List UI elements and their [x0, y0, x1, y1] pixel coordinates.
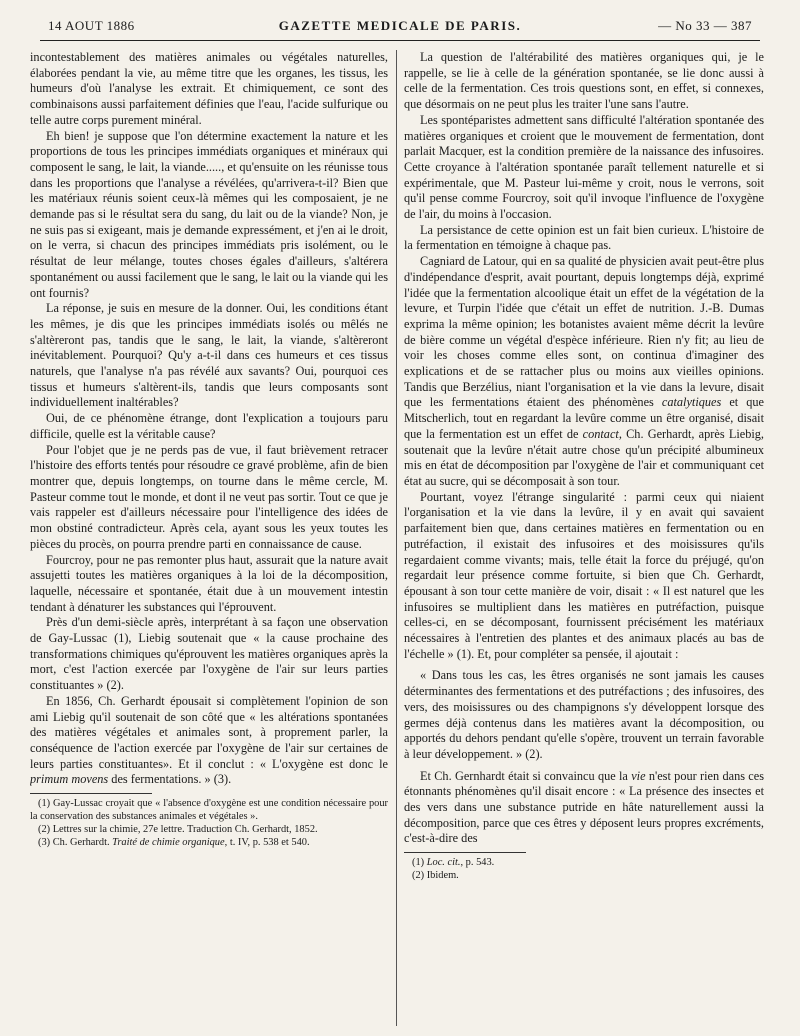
footnote	[404, 856, 764, 869]
paragraph: Fourcroy, pour ne pas remonter plus haut, assurait que la nature avait assujetti toutes les matières organiques à la loi de la décomposition, laquelle, nécessaire et spontanée, était due à un mouvement intestin tendant à dénaturer les substances qui l'éprouvent.	[30, 552, 388, 614]
italic-term: primum movens	[30, 772, 109, 787]
text-run: , p. 543.	[460, 857, 495, 869]
text-run: n'est pour rien dans ces étonnants phénomènes qu'il disait encore : « La présence des insectes et des vers dans une substance putride en hâte naturellement aussi la décomposition, parce que ces êtres y déposent leurs propres excréments, c'est-à-dire des	[404, 768, 764, 846]
column-divider	[396, 50, 397, 1026]
italic-title: Traité de chimie organique	[112, 837, 225, 849]
paragraph	[30, 694, 388, 788]
paragraph: Pour l'objet que je ne perds pas de vue, il faut brièvement retracer l'histoire des efforts tentés pour résoudre ce gravé problème, afin de bien montrer que, depuis longtemps, on tourne dans le même cercle, M. Pasteur comme tout le monde, et dont il ne veut pas sortir. Tout ce que je vais rappeler est d'ailleurs nécessaire pour l'intelligence des idées de mon obstiné contradicteur. Après cela, ayant sous les yeux toutes les pièces du procès, on pourra prendre parti en connaissance de cause.	[30, 442, 388, 551]
quoted-paragraph: « Dans tous les cas, les êtres organisés ne sont jamais les causes déterminantes des fermentations et des putréfactions ; des infusoires, des vers, des moisissures ou des champignons s'y développent lorsque des germes déjà contenus dans les matières avant la décomposition, ou apportés du dehors pendant qu'elle s'opère, trouvent un terrain favorable à leur développement. » (2).	[404, 668, 764, 761]
text-run: , Ch. Gerhardt, après Liebig, soutenait que la levûre n'était autre chose qu'un précipité albumineux mis en état de décomposition par l'oxygène de l'air et communiquant cet état au sucre, qui se décomposait à son tour.	[404, 426, 764, 488]
italic-term: Loc. cit.	[426, 857, 461, 869]
paragraph	[404, 254, 764, 490]
footnote: (2) Lettres sur la chimie, 27e lettre. Traduction Ch. Gerhardt, 1852.	[38, 824, 318, 836]
italic-term: contact	[582, 426, 619, 441]
footnote	[30, 836, 388, 849]
paragraph: La réponse, je suis en mesure de la donner. Oui, les conditions étant les mêmes, je dis que les principes immédiats isolés ou mêlés ne s'altèreront pas, tandis que le sang, le lait, la viande, s'altèreront inévitablement. Pourquoi? Qu'y a-t-il dans ces humeurs et ces tissus naturels, que l'analyse n'a pas révélé aux savants? Oui, pourquoi ces tissus et humeurs s'altèrent-ils, tandis que leurs composants sont individuellement inaltérables?	[30, 301, 388, 410]
issue-and-page-number: — No 33 — 387	[658, 18, 752, 33]
footnote: (1) Gay-Lussac croyait que « l'absence d'oxygène est une condition nécessaire pour la conservation des substances animales et végétales ».	[30, 798, 388, 823]
footnote: (2) Ibidem.	[412, 870, 459, 882]
footnote-separator	[30, 793, 152, 794]
text-run: des fermentations. » (3).	[108, 772, 232, 787]
text-run: (1)	[412, 857, 427, 869]
paragraph: Eh bien! je suppose que l'on détermine exactement la nature et les proportions de tous les principes immédiats organiques et minéraux qui composent le sang, le lait, la viande....., et qu'ensuite on les réunisse tous dans les proportions que l'analyse a révélées, qu'arrivera-t-il? Bien que les matériaux réunis soient ceux-là mêmes qui les composaient, je ne demande pas si le résultat sera du sang, du lait ou de la viande? Non, je ne suis pas si exigeant, mais je demande expressément, et j'en ai le droit, on le verra, si chacun des principes immédiats pris isolément, ou le résultat de leur mélange, toutes choses égales d'ailleurs, s'altérera spontanément ou aussi facilement que le sang, le lait ou la viande qui les ont fournis?	[30, 128, 388, 300]
paragraph: Les spontéparistes admettent sans difficulté l'altération spontanée des matières organiques et croient que le mouvement de fermentation, dont parlait Macquer, est la condition première de la naissance des infusoires. Cette croyance à l'altération spontanée paraît tellement naturelle et si expérimentale, que M. Pasteur lui-même y croit, nous le verrons, soit qu'il pense comme Fourcroy, soit qu'il invoque l'influence de l'oxygène de l'air, du moins à l'occasion.	[404, 112, 764, 222]
page-header	[40, 12, 760, 41]
paragraph	[404, 769, 764, 848]
left-column	[30, 50, 388, 1028]
paragraph: incontestablement des matières animales ou végétales naturelles, élaborées pendant la vie, au même titre que les organes, les tissus, les humeurs d'où l'analyse les extrait. Et chimiquement, ce sont des combinaisons aussi parfaitement définies que l'eau, l'acide sulfurique ou telle autre corps purement minéral.	[30, 50, 388, 127]
paragraph: Oui, de ce phénomène étrange, dont l'explication a toujours paru difficile, quelle est la véritable cause?	[30, 411, 388, 441]
footnote-separator	[404, 852, 526, 853]
right-column	[404, 50, 764, 1028]
journal-title: GAZETTE MEDICALE DE PARIS.	[278, 18, 522, 33]
text-run: Et Ch. Gernhardt était si convaincu que la	[420, 768, 632, 783]
italic-term: catalytiques	[661, 395, 722, 410]
paragraph: Pourtant, voyez l'étrange singularité : parmi ceux qui niaient l'organisation et la vie dans la levûre, il y en avait qui savaient parfaitement bien que, dans certaines matières en fermentation ou en putréfaction, il existait des infusoires et des moisissures qu'ils regardaient comme vivants; mais, telle était la force du préjugé, qu'on regardait leur présence comme fortuite, si bien que Ch. Gerhardt, épousant à son tour cette manière de voir, disait : « Il est naturel que les infusoires se multiplient dans les matières en putréfaction, puisque celles-ci, en se décomposant, fournissent précisément les matériaux nécessaires à l'entretien des plantes et des animaux placés au bas de l'échelle » (1). Et, pour compléter sa pensée, il ajoutait :	[404, 489, 764, 661]
italic-term: vie	[631, 768, 646, 783]
paragraph: La question de l'altérabilité des matières organiques qui, je le rappelle, se lie à celle de la génération spontanée, se lie donc aussi à celle de la fermentation. Ces trois questions sont, en effet, si connexes, que désormais on ne peut plus les traiter l'une sans l'autre.	[404, 50, 764, 112]
paragraph: Près d'un demi-siècle après, interprétant à sa façon une observation de Gay-Lussac (1), Liebig soutenait que « la cause prochaine des transformations chimiques qu'éprouvent les matières organiques après la mort, c'est l'action exercée par l'oxygène de l'air sur leurs parties constituantes » (2).	[30, 615, 388, 693]
paragraph: La persistance de cette opinion est un fait bien curieux. L'histoire de la fermentation en témoigne à chaque pas.	[404, 222, 764, 253]
text-run: En 1856, Ch. Gerhardt épousait si complètement l'opinion de son ami Liebig qu'il soutenait de son côté que « les altérations spontanées des matières végétales et animales sont, à proprement parler, la conséquence de l'action exercée par l'oxygène de l'air sur certaines de leurs parties constituantes». Et il conclut : « L'oxygène est donc le	[30, 693, 388, 771]
text-run: Cagniard de Latour, qui en sa qualité de physicien avait peut-être plus d'indépendance d'esprit, avait pourtant, depuis longtemps déjà, exprimé l'idée que la fermentation alcoolique était un effet de la végétation de la levure, et Turpin l'idée que c'était un effet de nutrition. J.-B. Dumas exprima la même opinion; les botanistes avaient même décrit la levûre de bière comme un végétal d'espèce inférieure. Rien n'y fit; au lieu de voir les choses comme elles sont, on continua d'imaginer des explications et de se rattacher plus ou moins aux vieilles opinions. Tandis que Berzélius, niant l'organisation et la vie dans la levure, disait que les fermentations étaient des phénomènes	[404, 254, 764, 410]
header-date: 14 AOUT 1886	[48, 18, 135, 33]
text-run: et que Mitscherlich, tout en regardant la levûre comme un être organisé, disait que la fermentation est un effet de	[404, 395, 764, 441]
text-run: , t. IV, p. 538 et 540.	[224, 837, 310, 849]
text-run: (3) Ch. Gerhardt.	[38, 837, 113, 849]
